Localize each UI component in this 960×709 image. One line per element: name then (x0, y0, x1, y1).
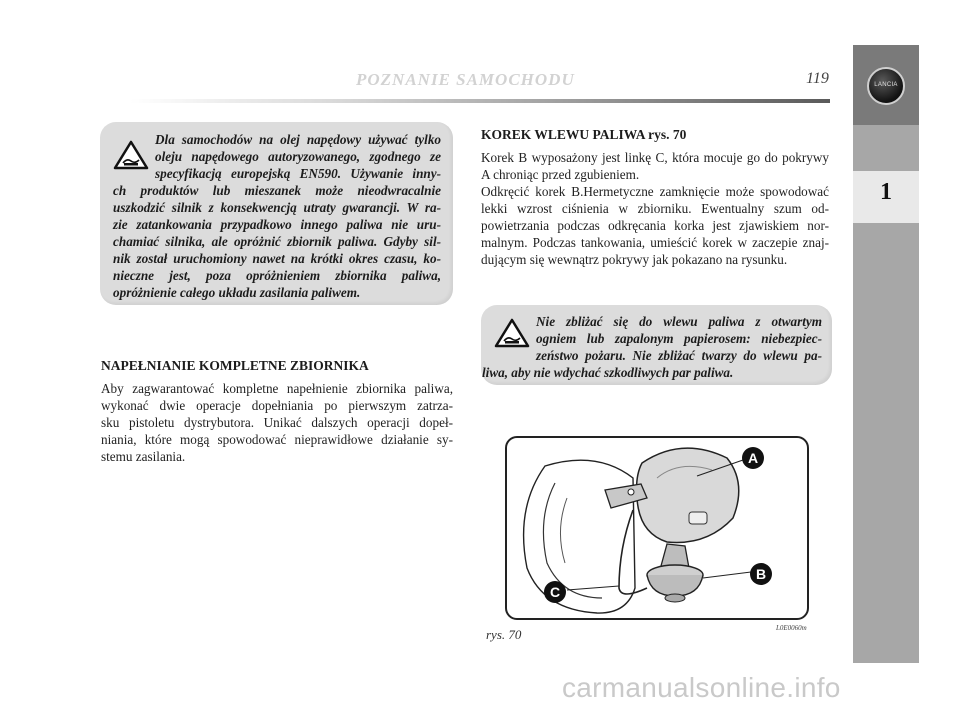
label-c: C (549, 584, 561, 600)
page-number: 119 (806, 70, 829, 87)
chapter-number: 1 (880, 179, 892, 205)
warning-line: zeństwo pożaru. Nie zbliżać twarzy do wlewu pa- (536, 348, 822, 363)
cap-body (481, 149, 829, 268)
figure-caption: rys. 70 (486, 627, 522, 642)
body-line: A chroniąc przed zgubieniem. (481, 167, 640, 182)
warning-line: liwa, aby nie wdychać szkodliwych par paliwa. (482, 365, 734, 380)
warning-line: Dla samochodów na olej napędowy używać tylko (155, 132, 441, 147)
warning-line: uszkodzić silnik z konsekwencją utraty gwarancji. W ra- (113, 200, 441, 215)
body-line: malnym. Podczas tankowania, umieścić korek w zaczepie znaj- (481, 235, 829, 250)
warning-text-fire (482, 313, 822, 381)
body-line: Aby zagwarantować kompletne napełnienie zbiornika paliwa, (101, 381, 453, 396)
label-b: B (755, 566, 767, 582)
warning-line: ogniem lub zapalonym papierosem: niebezpiec- (536, 331, 822, 346)
warning-line: nik został uruchomiony nawet na krótki okres czasu, ko- (113, 251, 441, 266)
warning-text-diesel (113, 131, 441, 301)
logo-text: LANCIA (874, 82, 898, 88)
body-line: dującym się wewnątrz pokrywy jak pokazano na rysunku. (481, 252, 788, 267)
body-line: wykonać dwie operacje dopełniania po pierwszym zatrza- (101, 398, 453, 413)
figure-fuel-cap (505, 436, 809, 620)
body-line: stemu zasilania. (101, 449, 186, 464)
warning-line: ch produktów lub mieszanek może nieodwracalnie (113, 183, 441, 198)
refuel-body (101, 380, 453, 465)
body-line: Odkręcić korek B.Hermetyczne zamknięcie może spowodować (481, 184, 829, 199)
warning-line: oleju napędowego autoryzowanego, zgodnego ze (155, 149, 441, 164)
warning-line: nieczne jest, poza opróżnieniem zbiornika paliwa, (113, 268, 441, 283)
fuel-cap-illustration (507, 438, 807, 618)
refuel-heading: NAPEŁNIANIE KOMPLETNE ZBIORNIKA (101, 358, 369, 373)
chapter-side-tab (853, 45, 919, 663)
section-title: POZNANIE SAMOCHODU (356, 70, 575, 89)
warning-line: specyfikacją europejską EN590. Używanie inny- (155, 166, 441, 181)
body-line: sku pistoletu dystrybutora. Unikać dalszych operacji dopeł- (101, 415, 453, 430)
body-line: lekki wzrost ciśnienia w zbiorniku. Ewentualny szum od- (481, 201, 829, 216)
body-line: powietrzania podczas odkręcania korka jest zjawiskiem nor- (481, 218, 829, 233)
body-line: Korek B wyposażony jest linkę C, która mocuje go do pokrywy (481, 150, 829, 165)
warning-line: zie zatankowania przypadkowo innego paliwa nie uru- (113, 217, 441, 232)
warning-line: chamiać silnika, ale opróżnić zbiornik paliwa. Gdyby sil- (113, 234, 441, 249)
watermark: carmanualsonline.info (562, 672, 841, 703)
header-rule (130, 99, 830, 103)
warning-line: opróżnienie całego układu zasilania paliwem. (113, 285, 361, 300)
body-line: niania, które mogą spowodować nieprawidłowe działanie sy- (101, 432, 453, 447)
label-a: A (747, 450, 759, 466)
figure-code: L0E0060m (776, 624, 807, 632)
cap-heading: KOREK WLEWU PALIWA rys. 70 (481, 127, 687, 142)
warning-line: Nie zbliżać się do wlewu paliwa z otwartym (536, 314, 822, 329)
